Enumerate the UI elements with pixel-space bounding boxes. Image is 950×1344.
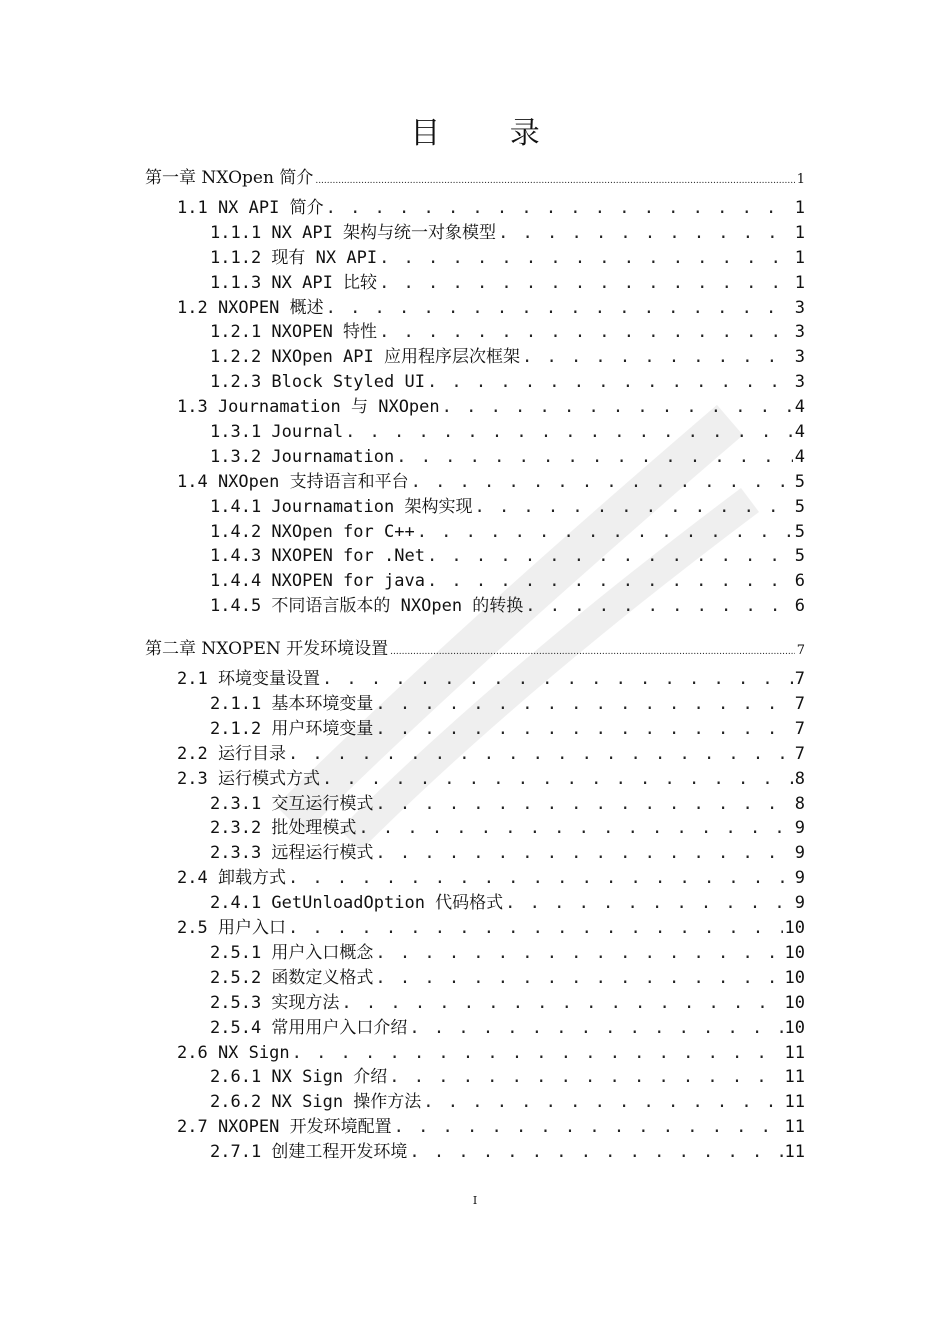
toc-dot-leader <box>379 271 793 296</box>
toc-dot-leader <box>326 296 793 321</box>
toc-entry-label: 2.3.3 远程运行模式 <box>210 843 374 864</box>
toc-dot-leader <box>379 246 793 271</box>
toc-entry-page: 9 <box>794 893 805 914</box>
toc-entry-page: 11 <box>784 1042 805 1063</box>
toc-entry-label: 1.3.2 Journamation <box>210 446 395 467</box>
toc-entry[interactable] <box>145 395 805 420</box>
toc-entry-label: 1.2.2 NXOpen API 应用程序层次框架 <box>210 347 520 368</box>
toc-entry-label: 1.4 NXOpen 支持语言和平台 <box>177 471 409 492</box>
toc-dot-leader <box>474 495 792 520</box>
toc-dot-leader <box>375 941 782 966</box>
toc-entry[interactable] <box>145 1115 805 1140</box>
toc-entry[interactable] <box>145 866 805 891</box>
toc-entry-label: 2.5.3 实现方法 <box>210 992 340 1013</box>
toc-entry-page: 1 <box>794 272 805 293</box>
toc-entry-label: 2.1.2 用户环境变量 <box>210 718 374 739</box>
toc-entry-page: 1 <box>796 172 805 187</box>
toc-entry-label: 1.2 NXOPEN 概述 <box>177 297 324 318</box>
toc-entry-label: 2.5.4 常用用户入口介绍 <box>210 1017 408 1038</box>
toc-entry[interactable] <box>145 1041 805 1066</box>
toc-entry-label: 2.7 NXOPEN 开发环境配置 <box>177 1117 392 1138</box>
toc-entry[interactable] <box>145 345 805 370</box>
toc-dot-leader <box>427 569 793 594</box>
toc-dot-leader <box>326 196 793 221</box>
toc-entry[interactable] <box>145 271 805 296</box>
toc-entry-label: 2.6.1 NX Sign 介绍 <box>210 1067 388 1088</box>
toc-entry-label: 1.2.3 Block Styled UI <box>210 372 425 393</box>
toc-entry-label: 1.4.2 NXOpen for C++ <box>210 521 415 542</box>
toc-entry-page: 10 <box>784 967 805 988</box>
toc-entry-page: 10 <box>784 1017 805 1038</box>
toc-entry-label: 2.6.2 NX Sign 操作方法 <box>210 1092 422 1113</box>
toc-entry[interactable] <box>145 1016 805 1041</box>
toc-entry-label: 2.6 NX Sign <box>177 1042 290 1063</box>
toc-entry[interactable] <box>145 370 805 395</box>
toc-entry-page: 5 <box>794 496 805 517</box>
toc-dot-leader <box>322 667 793 692</box>
toc-entry-page: 9 <box>794 868 805 889</box>
toc-entry-label: 1.4.1 Journamation 架构实现 <box>210 496 473 517</box>
toc-entry[interactable] <box>145 594 805 619</box>
toc-entry-page: 8 <box>794 793 805 814</box>
toc-dot-leader <box>411 470 793 495</box>
toc-entry-label: 1.4.3 NXOPEN for .Net <box>210 546 425 567</box>
toc-entry[interactable] <box>145 667 805 692</box>
toc-dot-leader <box>379 320 793 345</box>
toc-entry-page: 4 <box>794 446 805 467</box>
toc-entry-label: 2.5.1 用户入口概念 <box>210 942 374 963</box>
toc-dot-leader <box>427 370 793 395</box>
toc-dot-leader <box>375 841 792 866</box>
toc-entry[interactable] <box>145 160 805 196</box>
toc-entry[interactable] <box>145 717 805 742</box>
toc-entry-label: 1.4.4 NXOPEN for java <box>210 571 425 592</box>
toc-entry-page: 10 <box>784 992 805 1013</box>
toc-dot-leader <box>505 891 793 916</box>
toc-entry-page: 3 <box>794 372 805 393</box>
toc-entry[interactable] <box>145 445 805 470</box>
toc-entry-page: 5 <box>794 521 805 542</box>
toc-entry-page: 1 <box>794 198 805 218</box>
toc-dot-leader <box>288 742 793 767</box>
toc-dot-leader <box>396 445 793 470</box>
toc-entry-label: 2.2 运行目录 <box>177 743 286 764</box>
toc-entry-label: 第二章 NXOPEN 开发环境设置 <box>145 639 389 660</box>
toc-entry-page: 3 <box>794 297 805 318</box>
toc-dot-leader <box>375 966 782 991</box>
toc-entry[interactable] <box>145 816 805 841</box>
toc-dot-leader <box>417 520 793 545</box>
toc-entry[interactable] <box>145 221 805 246</box>
toc-entry-page: 10 <box>784 918 805 939</box>
toc-entry-label: 2.3.2 批处理模式 <box>210 818 357 839</box>
toc-entry-page: 6 <box>794 596 805 617</box>
toc-dot-leader <box>358 816 792 841</box>
toc-entry[interactable] <box>145 520 805 545</box>
toc-dot-leader <box>427 544 793 569</box>
toc-dot-leader <box>423 1090 782 1115</box>
toc-entry[interactable] <box>145 296 805 321</box>
toc-dot-leader <box>390 634 795 670</box>
toc-entry-label: 1.1.3 NX API 比较 <box>210 272 378 293</box>
toc-entry-label: 1.3 Journamation 与 NXOpen <box>177 397 440 418</box>
toc-entry-page: 3 <box>794 322 805 343</box>
toc-entry-label: 1.2.1 NXOPEN 特性 <box>210 322 378 343</box>
toc-entry-label: 1.1 NX API 简介 <box>177 198 324 218</box>
toc-dot-leader <box>341 991 782 1016</box>
toc-entry-page: 7 <box>796 643 805 659</box>
toc-entry[interactable] <box>145 495 805 520</box>
toc-entry-label: 第一章 NXOpen 简介 <box>145 168 314 188</box>
toc-entry-label: 2.5.2 函数定义格式 <box>210 967 374 988</box>
toc-dot-leader <box>322 767 793 792</box>
toc-entry-label: 2.5 用户入口 <box>177 918 286 939</box>
toc-entry[interactable] <box>145 966 805 991</box>
toc-entry-page: 1 <box>794 247 805 268</box>
toc-entry-label: 2.7.1 创建工程开发环境 <box>210 1142 408 1163</box>
toc-entry-page: 10 <box>784 942 805 963</box>
toc-dot-leader <box>389 1065 782 1090</box>
toc-dot-leader <box>345 420 793 445</box>
toc-entry[interactable] <box>145 470 805 495</box>
toc-entry-page: 5 <box>794 471 805 492</box>
toc-entry-page: 7 <box>794 694 805 715</box>
toc-entry-page: 11 <box>784 1117 805 1138</box>
toc-entry-page: 7 <box>794 718 805 739</box>
toc-entry-page: 3 <box>794 347 805 368</box>
toc-dot-leader <box>522 345 793 370</box>
toc-entry[interactable] <box>145 631 805 667</box>
toc-dot-leader <box>375 692 792 717</box>
toc-entry[interactable] <box>145 569 805 594</box>
toc-entry[interactable] <box>145 1140 805 1165</box>
toc-dot-leader <box>375 792 792 817</box>
toc-entry[interactable] <box>145 196 805 221</box>
toc-entry-page: 9 <box>794 843 805 864</box>
toc-entry[interactable] <box>145 891 805 916</box>
toc-dot-leader <box>409 1140 782 1165</box>
toc-entry-label: 1.1.2 现有 NX API <box>210 247 378 268</box>
toc-entry-page: 6 <box>794 571 805 592</box>
toc-entry-label: 2.3.1 交互运行模式 <box>210 793 374 814</box>
toc-entry[interactable] <box>145 767 805 792</box>
toc-entry[interactable] <box>145 941 805 966</box>
toc-dot-leader <box>315 163 794 199</box>
toc-entry-label: 1.3.1 Journal <box>210 422 344 443</box>
toc-entry-label: 2.3 运行模式方式 <box>177 768 320 789</box>
toc-entry-label: 2.1.1 基本环境变量 <box>210 694 374 715</box>
toc-entry[interactable] <box>145 692 805 717</box>
toc-entry[interactable] <box>145 742 805 767</box>
toc-dot-leader <box>288 916 783 941</box>
toc-entry-label: 2.4 卸载方式 <box>177 868 286 889</box>
table-of-contents <box>145 160 805 1165</box>
toc-dot-leader <box>442 395 793 420</box>
toc-dot-leader <box>292 1041 783 1066</box>
toc-entry[interactable] <box>145 246 805 271</box>
toc-entry-label: 2.1 环境变量设置 <box>177 669 320 690</box>
toc-entry-page: 4 <box>794 422 805 443</box>
toc-entry[interactable] <box>145 1090 805 1115</box>
toc-entry-label: 1.4.5 不同语言版本的 NXOpen 的转换 <box>210 596 524 617</box>
toc-entry[interactable] <box>145 841 805 866</box>
toc-entry[interactable] <box>145 544 805 569</box>
toc-entry-page: 7 <box>794 743 805 764</box>
toc-entry-page: 4 <box>794 397 805 418</box>
toc-dot-leader <box>394 1115 783 1140</box>
toc-entry-page: 11 <box>784 1067 805 1088</box>
toc-dot-leader <box>498 221 793 246</box>
toc-dot-leader <box>525 594 792 619</box>
toc-entry[interactable] <box>145 792 805 817</box>
toc-entry[interactable] <box>145 991 805 1016</box>
toc-entry-page: 7 <box>794 669 805 690</box>
toc-entry-label: 2.4.1 GetUnloadOption 代码格式 <box>210 893 504 914</box>
toc-entry[interactable] <box>145 1065 805 1090</box>
toc-entry[interactable] <box>145 916 805 941</box>
toc-entry[interactable] <box>145 420 805 445</box>
toc-dot-leader <box>409 1016 782 1041</box>
toc-entry-label: 1.1.1 NX API 架构与统一对象模型 <box>210 222 497 243</box>
toc-dot-leader <box>375 717 792 742</box>
toc-entry-page: 8 <box>794 768 805 789</box>
toc-dot-leader <box>288 866 793 891</box>
toc-title: 目 录 <box>410 116 570 151</box>
toc-entry-page: 9 <box>794 818 805 839</box>
page-number: I <box>472 1194 478 1207</box>
toc-entry[interactable] <box>145 320 805 345</box>
toc-entry-page: 1 <box>794 222 805 243</box>
toc-entry-page: 11 <box>784 1092 805 1113</box>
toc-entry-page: 5 <box>794 546 805 567</box>
toc-entry-page: 11 <box>784 1142 805 1163</box>
